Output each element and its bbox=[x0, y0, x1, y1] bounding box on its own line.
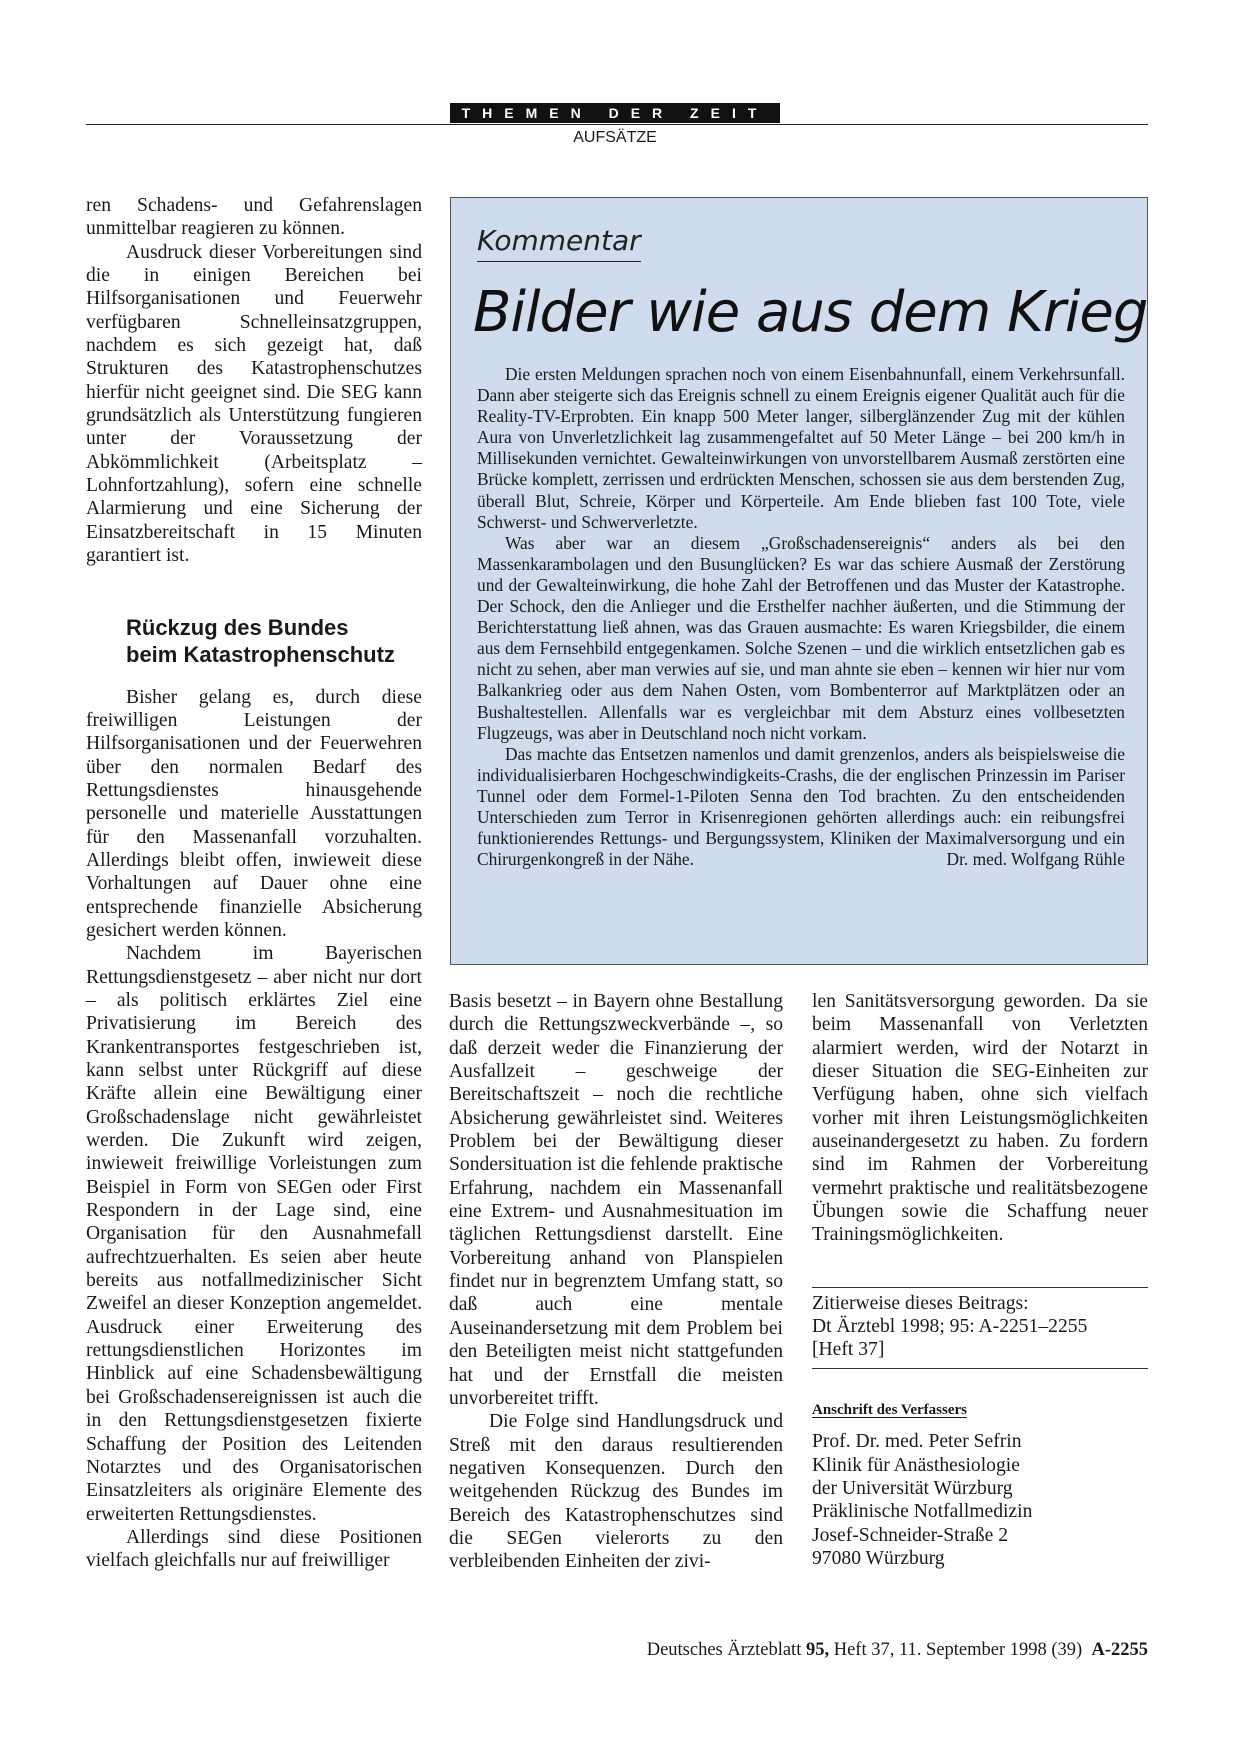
paragraph: Nachdem im Bayerischen Rettungsdienstgesetz – aber nicht nur dort – als politisch erklärtes Ziel eine Privatisierung im Bereich des Krankentransportes festgeschrieben ist, kann selbst unter Rückgriff auf diese Kräfte allein eine Bewältigung einer Großschadenslage nicht gewährleistet werden. Die Zukunft wird zeigen, inwieweit freiwillige Vorleistungen zum Beispiel in Form von SEGen oder First Respondern in der Lage sind, eine Organisation für den Ausnahmefall aufrechtzuerhalten. Es seien aber heute bereits aus notfallmedizinischer Sicht Zweifel an dieser Konzeption angemeldet. Ausdruck einer Erweiterung des rettungsdienstlichen Horizontes im Hinblick auf eine Schadensbewältigung bei Großschadensereignissen ist auch die in den Rettungsdienstgesetzen fixierte Schaffung der Position des Leitenden Notarztes und des Organisatorischen Einsatzleiters als originäre Elemente des erweiterten Rettungsdienstes. bbox=[86, 943, 422, 1525]
paragraph: Allerdings sind diese Positionen vielfach gleichfalls nur auf freiwilliger bbox=[86, 1526, 422, 1572]
section-subtitle: AUFSÄTZE bbox=[573, 129, 657, 146]
comment-author: Dr. med. Wolfgang Rühle bbox=[946, 849, 1125, 870]
section-band: THEMEN DER ZEIT bbox=[450, 103, 780, 123]
footer-journal: Deutsches Ärzteblatt bbox=[646, 1640, 802, 1660]
comment-body bbox=[477, 364, 1125, 870]
section-heading-line: beim Katastrophenschutz bbox=[126, 641, 395, 667]
comment-paragraph: Die ersten Meldungen sprachen noch von einem Eisenbahnunfall, einem Verkehrsunfall. Dann aber steigerte sich das Ereignis schnell zu einem Ereignis eigener Qualität auch für die Reality-TV-Erprobten. Ein knapp 500 Meter langer, silberglänzender Zug mit der kühlen Aura von Unverletzlichkeit lag zusammengefaltet auf 50 Meter Länge – bei 200 km/h in Millisekunden vernichtet. Gewalteinwirkungen von unvorstellbarem Ausmaß zerstörten eine Brücke komplett, zerrissen und erdrückten Menschen, schossen sie aus dem berstenden Zug, überall Blut, Schreie, Körper und Körperteile. Am Ende blieben fast 100 Tote, viele Schwerst- und Schwerverletzte. bbox=[477, 364, 1125, 532]
paragraph: ren Schadens- und Gefahrenslagen unmittelbar reagieren zu können. bbox=[86, 195, 422, 240]
comment-paragraph: Was aber war an diesem „Großschadensereignis“ anders als bei den Massenkarambolagen und den Busunglücken? Es war das schiere Ausmaß der Zerstörung und der Gewalteinwirkung, die hohe Zahl der Betroffenen und das Muster der Katastrophe. Der Schock, den die Anlieger und die Ersthelfer nachher äußerten, und die Stimmung der Berichterstattung ließ ahnen, was das Grauen ausmachte: Es waren Kriegsbilder, die einem aus dem Fernsehbild entgegenkamen. Solche Szenen – und die wirklich entsetzlichen gab es nicht zu sehen, aber man verwies auf sie, und man ahnte sie eben – kennen wir hier nur vom Balkankrieg oder aus dem Nahen Osten, vom Bombenterror auf Marktplätzen oder an Bushaltestellen. Allenfalls war es vergleichbar mit dem Absturz eines vollbesetzten Flugzeugs, was aber in Deutschland noch nicht vorkam. bbox=[477, 532, 1125, 743]
section-heading bbox=[126, 614, 422, 668]
address-line: Klinik für Anästhesiologie bbox=[812, 1454, 1020, 1476]
comment-title: Bilder wie aus dem Krieg bbox=[473, 280, 1148, 345]
section-heading-line: Rückzug des Bundes bbox=[126, 614, 349, 640]
citation-line: [Heft 37] bbox=[812, 1339, 885, 1361]
column-right bbox=[812, 990, 1148, 1570]
citation-box bbox=[812, 1287, 1148, 1369]
author-address bbox=[812, 1430, 1148, 1570]
address-line: Josef-Schneider-Straße 2 bbox=[812, 1524, 1009, 1546]
column-middle bbox=[449, 990, 783, 1574]
footer-page-number: A-2255 bbox=[1091, 1640, 1148, 1660]
footer-issue-date: Heft 37, 11. September 1998 (39) bbox=[833, 1640, 1083, 1660]
citation-line: Dt Ärztebl 1998; 95: A-2251–2255 bbox=[812, 1316, 1088, 1338]
address-line: Prof. Dr. med. Peter Sefrin bbox=[812, 1431, 1022, 1453]
paragraph: Basis besetzt – in Bayern ohne Bestallung durch die Rettungszweckverbände –, so daß derzeit weder die Finanzierung der Ausfallzeit – geschweige der Bereitschaftszeit – noch die rechtliche Absicherung gewährleistet sind. Weiteres Problem bei der Bewältigung dieser Sondersituation ist die fehlende praktische Erfahrung, nachdem ein Massenanfall eine Extrem- und Ausnahmesituation im täglichen Rettungsdienst darstellt. Eine Vorbereitung anhand von Planspielen findet nur in begrenztem Umfang statt, so daß auch eine mentale Auseinandersetzung mit dem Problem bei den Beteiligten meist nicht stattgefunden hat und der Ernstfall die meisten unvorbereitet trifft. bbox=[449, 991, 783, 1409]
address-line: 97080 Würzburg bbox=[812, 1547, 945, 1569]
page-footer bbox=[647, 1640, 1148, 1661]
citation-line: Zitierweise dieses Beitrags: bbox=[812, 1292, 1029, 1314]
paragraph: Bisher gelang es, durch diese freiwilligen Leistungen der Hilfsorganisationen und der Feuerwehren über den normalen Bedarf des Rettungsdienstes hinausgehende personelle und materielle Ausstattungen für den Massenanfall vorzuhalten. Allerdings bleibt offen, inwieweit diese Vorhaltungen auf Dauer ohne eine entsprechende finanzielle Absicherung gesichert werden können. bbox=[86, 686, 422, 941]
comment-box bbox=[450, 197, 1148, 965]
footer-volume: 95, bbox=[805, 1640, 830, 1660]
paragraph: Die Folge sind Handlungsdruck und Streß mit den daraus resultierenden negativen Konsequenzen. Durch den weitgehenden Rückzug des Bundes im Bereich des Katastrophenschutzes sind die SEGen vielerorts zu den verbleibenden Einheiten der zivi- bbox=[449, 1411, 783, 1573]
column-left bbox=[86, 194, 422, 1573]
comment-kicker: Kommentar bbox=[477, 224, 641, 262]
address-line: Präklinische Notfallmedizin bbox=[812, 1501, 1033, 1523]
paragraph: Ausdruck dieser Vorbereitungen sind die in einigen Bereichen bei Hilfsorganisationen und Feuerwehr verfügbaren Schnelleinsatzgruppen, nachdem es sich gezeigt hat, daß Strukturen des Katastrophenschutzes hierfür nicht geeignet sind. Die SEG kann grundsätzlich als Unterstützung fungieren unter der Voraussetzung der Abkömmlichkeit (Arbeitsplatz – Lohnfortzahlung), sofern eine schnelle Alarmierung und eine Sicherung der Einsatzbereitschaft in 15 Minuten garantiert ist. bbox=[86, 241, 422, 567]
paragraph: len Sanitätsversorgung geworden. Da sie beim Massenanfall von Verletzten alarmiert werden, wird der Notarzt in dieser Situation die SEG-Einheiten zur Verfügung haben, ohne sich vielfach vorher mit ihren Leistungsmöglichkeiten auseinandergesetzt zu haben. Zu fordern sind im Rahmen der Vorbereitung vermehrt praktische und realitätsbezogene Übungen sowie die Schaffung neuer Trainingsmöglichkeiten. bbox=[812, 991, 1148, 1246]
address-line: der Universität Würzburg bbox=[812, 1477, 1013, 1499]
comment-paragraph: Das machte das Entsetzen namenlos und damit grenzenlos, anders als beispielsweise die individualisierbaren Hochgeschwindigkeits-Crashs, die der englischen Prinzessin im Pariser Tunnel oder dem Formel-1-Piloten Senna den Tod brachten. Zu den entscheidenden Unterschieden zum Terror in Krisenregionen gehörten allerdings auch: ein reibungsfrei funktionierendes Rettungs- und Bergungssystem, Kliniken der Maximalversorgung und ein Chirurgenkongreß in der Nähe. bbox=[477, 743, 1125, 870]
header-rule bbox=[86, 124, 1148, 125]
address-heading: Anschrift des Verfassers bbox=[812, 1401, 967, 1418]
